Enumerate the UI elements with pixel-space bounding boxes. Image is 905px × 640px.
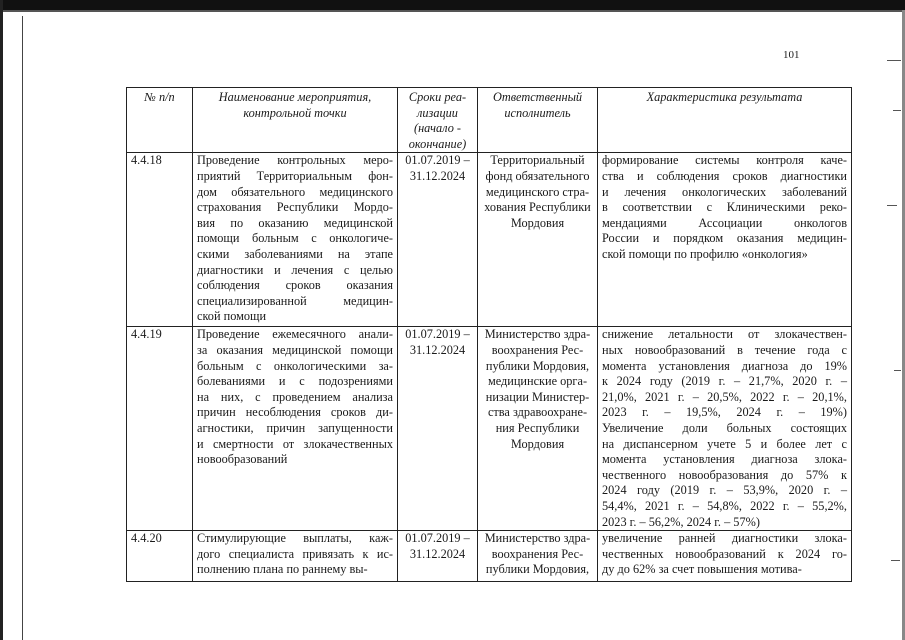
row-number: 4.4.18 xyxy=(127,153,193,327)
cell-line: и лечения онкологических заболеваний xyxy=(602,184,847,199)
cell-line: России и порядком оказания медицин- xyxy=(602,231,847,246)
cell-line: причин несоблюдения сроков ди- xyxy=(197,405,393,420)
cell-line: 54,4%, 2021 г. – 54,8%, 2022 г. – 55,2%, xyxy=(602,498,847,513)
cell-line: новообразований xyxy=(197,452,288,467)
cell-line: формирование системы контроля каче- xyxy=(602,153,847,168)
row-result xyxy=(598,531,852,582)
cell-line: ской помощи по профилю «онкология» xyxy=(602,246,808,261)
cell-line: ния Республики xyxy=(495,420,580,435)
row-timeframe xyxy=(398,327,478,531)
row-result xyxy=(598,327,852,531)
cell-line: за оказания медицинской помощи xyxy=(197,342,393,357)
cell-line: 01.07.2019 – xyxy=(405,531,470,546)
cell-line: приятий Территориальным фон- xyxy=(197,168,393,183)
header-number xyxy=(127,88,193,153)
cell-line: специализированной медицин- xyxy=(197,293,393,308)
scan-noise-mark xyxy=(887,60,901,61)
row-result xyxy=(598,153,852,327)
activities-table xyxy=(126,87,852,582)
row-activity-name xyxy=(193,153,398,327)
table-header-row xyxy=(127,88,852,153)
cell-line: к 2024 году (2019 г. – 21,7%, 2020 г. – xyxy=(602,374,847,389)
cell-line: полнению плана по раннему вы- xyxy=(197,562,368,577)
cell-line: и смертности от злокачественных xyxy=(197,436,393,451)
cell-line: публики Мордовия, xyxy=(485,358,590,373)
cell-line: ства здравоохране- xyxy=(487,405,588,420)
cell-line: соблюдения сроков оказания xyxy=(197,278,393,293)
cell-line: на них, с проведением анализа xyxy=(197,389,393,404)
cell-line: 2024 году (2019 г. – 53,9%, 2020 г. – xyxy=(602,483,847,498)
cell-line: низации Министер- xyxy=(485,389,590,404)
scan-left-border xyxy=(0,0,3,640)
row-timeframe xyxy=(398,153,478,327)
scan-noise-mark xyxy=(891,560,900,561)
scan-noise-mark xyxy=(893,110,901,111)
cell-line: лизации xyxy=(417,105,458,120)
cell-line: Ответственный xyxy=(492,90,583,104)
cell-line: (начало - xyxy=(413,121,462,136)
cell-line: медицинские орга- xyxy=(487,374,588,389)
cell-line: Министерство здра- xyxy=(484,531,591,546)
cell-line: медицинского стра- xyxy=(485,184,590,199)
row-number: 4.4.19 xyxy=(127,327,193,531)
cell-line: ства и соблюдения сроков диагностики xyxy=(602,168,847,183)
cell-line: 01.07.2019 – xyxy=(405,327,470,342)
scan-top-shadow xyxy=(0,10,905,12)
cell-line: Характеристика результата xyxy=(646,90,803,104)
cell-line: 01.07.2019 – xyxy=(405,153,470,168)
cell-line: скими заболеваниями на этапе xyxy=(197,246,393,261)
cell-line: диагностики и лечения с целью xyxy=(197,262,393,277)
cell-line: 31.12.2024 xyxy=(409,546,466,561)
cell-line: на диспансерном учете 5 и более лет с xyxy=(602,436,847,451)
cell-line: воохранения Рес- xyxy=(491,342,584,357)
cell-line: ных новообразований в течение года с xyxy=(602,342,847,357)
scan-margin-line xyxy=(22,16,23,640)
cell-line: Мордовия xyxy=(510,436,565,451)
cell-line: момента установления диагноза злока- xyxy=(602,452,847,467)
cell-line: исполнитель xyxy=(504,105,571,120)
cell-line: Мордовия xyxy=(510,215,565,230)
row-activity-name xyxy=(193,327,398,531)
cell-line: Наименование мероприятия, xyxy=(218,90,372,104)
cell-line: Территориальный xyxy=(490,153,585,168)
table-row xyxy=(127,153,852,327)
cell-line: мендациями Ассоциации онкологов xyxy=(602,215,847,230)
cell-line: 31.12.2024 xyxy=(409,342,466,357)
header-responsible xyxy=(478,88,598,153)
cell-line: 2023 г. – 56,2%, 2024 г. – 57%) xyxy=(602,514,760,529)
scan-noise-mark xyxy=(887,205,897,206)
scan-top-border xyxy=(0,0,905,10)
cell-line: помощи больным с онкологиче- xyxy=(197,231,393,246)
cell-line: момента установления диагноза до 19% xyxy=(602,358,847,373)
cell-line: контрольной точки xyxy=(243,105,347,120)
row-number: 4.4.20 xyxy=(127,531,193,582)
cell-line: увеличение ранней диагностики злока- xyxy=(602,531,847,546)
row-activity-name xyxy=(193,531,398,582)
cell-line: снижение летальности от злокачествен- xyxy=(602,327,847,342)
cell-line: 21,0%, 2021 г. – 20,5%, 2022 г. – 20,1%, xyxy=(602,389,847,404)
cell-line: агностики, причин запущенности xyxy=(197,420,393,435)
cell-line: чественных новообразований к 2024 го- xyxy=(602,546,847,561)
cell-line: Стимулирующие выплаты, каж- xyxy=(197,531,393,546)
scan-noise-mark xyxy=(894,370,901,371)
cell-line: страхования Республики Мордо- xyxy=(197,200,393,215)
row-responsible xyxy=(478,531,598,582)
cell-line: в соответствии с Клиническими реко- xyxy=(602,200,847,215)
cell-line: воохранения Рес- xyxy=(491,546,584,561)
header-timeframe xyxy=(398,88,478,153)
cell-line: болеваниями и с подозрениями xyxy=(197,374,393,389)
cell-line: фонд обязательного xyxy=(485,168,590,183)
cell-line: № п/п xyxy=(144,90,175,104)
cell-line: чественного новообразования до 57% к xyxy=(602,467,847,482)
cell-line: Проведение контрольных меро- xyxy=(197,153,393,168)
row-responsible xyxy=(478,153,598,327)
cell-line: 2023 г. – 19,5%, 2024 г. – 19%) xyxy=(602,405,847,420)
cell-line: больным с онкологическими за- xyxy=(197,358,393,373)
cell-line: окончание) xyxy=(408,136,467,151)
header-activity-name xyxy=(193,88,398,153)
page-number: 101 xyxy=(783,49,800,61)
cell-line: Министерство здра- xyxy=(484,327,591,342)
cell-line: Увеличение доли больных состоящих xyxy=(602,420,847,435)
cell-line: дом обязательного медицинского xyxy=(197,184,393,199)
cell-line: ду до 62% за счет повышения мотива- xyxy=(602,562,802,577)
row-responsible xyxy=(478,327,598,531)
cell-line: дого специалиста привязать к ис- xyxy=(197,546,393,561)
row-timeframe xyxy=(398,531,478,582)
cell-line: ской помощи xyxy=(197,309,267,324)
cell-line: публики Мордовия, xyxy=(485,562,590,577)
cell-line: 31.12.2024 xyxy=(409,168,466,183)
table-row xyxy=(127,531,852,582)
cell-line: хования Республики xyxy=(484,200,591,215)
cell-line: вия по оказанию медицинской xyxy=(197,215,393,230)
cell-line: Сроки реа- xyxy=(408,90,467,104)
cell-line: Проведение ежемесячного анали- xyxy=(197,327,393,342)
table-row xyxy=(127,327,852,531)
header-result xyxy=(598,88,852,153)
